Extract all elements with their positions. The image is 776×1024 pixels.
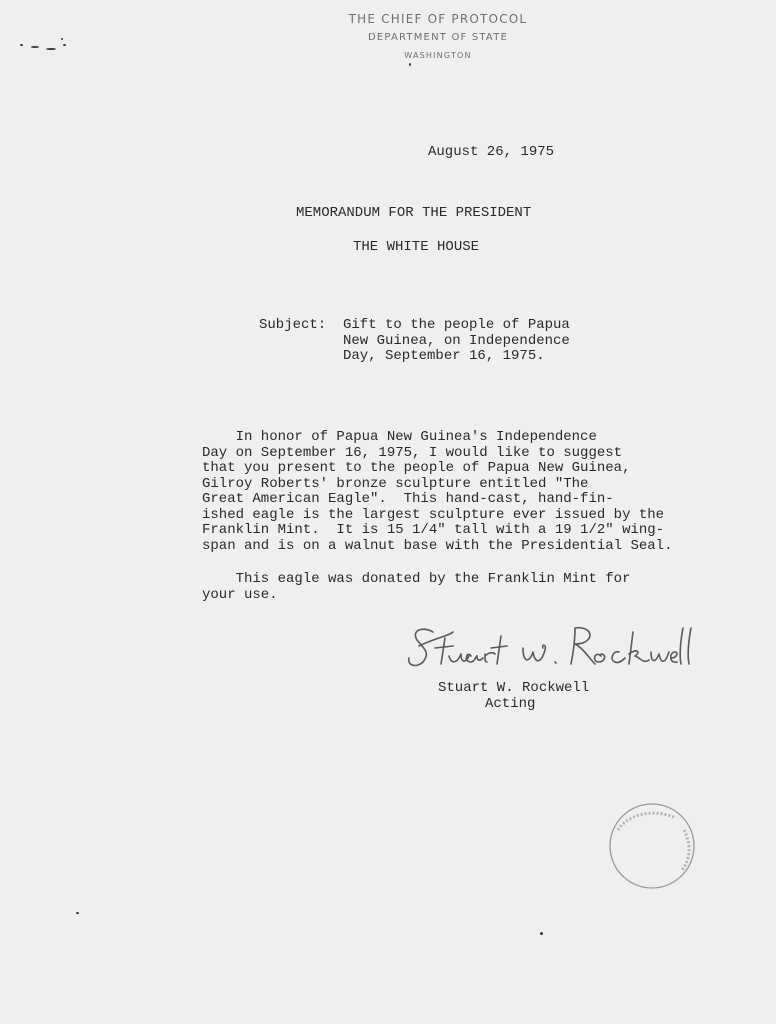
letterhead-title: THE CHIEF OF PROTOCOL xyxy=(348,12,528,26)
subject-text: Gift to the people of Papua New Guinea, on Independence Day, September 16, 1975. xyxy=(343,317,570,364)
memo-addressee: MEMORANDUM FOR THE PRESIDENT xyxy=(296,205,532,221)
subject-label: Subject: xyxy=(259,317,327,333)
memo-organization: THE WHITE HOUSE xyxy=(353,239,480,255)
letterhead-department: DEPARTMENT OF STATE xyxy=(367,32,509,43)
scan-speck xyxy=(63,44,66,46)
scan-speck xyxy=(46,48,56,50)
scan-speck xyxy=(76,912,79,914)
receipt-stamp xyxy=(606,800,698,892)
scan-speck xyxy=(540,932,543,935)
handwritten-signature xyxy=(405,618,695,674)
letterhead-city: WASHINGTON xyxy=(404,51,472,60)
body-paragraph: In honor of Papua New Guinea's Independence Day on September 16, 1975, I would like to suggest that you present to the people of Papua New Guinea, Gilroy Roberts' bronze sculpture entitled "The Great American Eagle". This hand-cast, hand-fin- ished eagle is the largest sculpture ever issued by the Franklin Mint. It is 15 1/4" tall with a 19 1/2" wing- span and is on a walnut base with the Presidential Seal. xyxy=(202,429,673,554)
signer-title: Acting xyxy=(485,696,536,712)
scan-speck xyxy=(20,44,23,46)
letter-date: August 26, 1975 xyxy=(428,144,555,160)
body-paragraph: This eagle was donated by the Franklin Mint for your use. xyxy=(202,571,631,603)
scan-speck xyxy=(409,63,411,66)
signer-name: Stuart W. Rockwell xyxy=(438,680,590,696)
scan-speck xyxy=(31,46,39,48)
